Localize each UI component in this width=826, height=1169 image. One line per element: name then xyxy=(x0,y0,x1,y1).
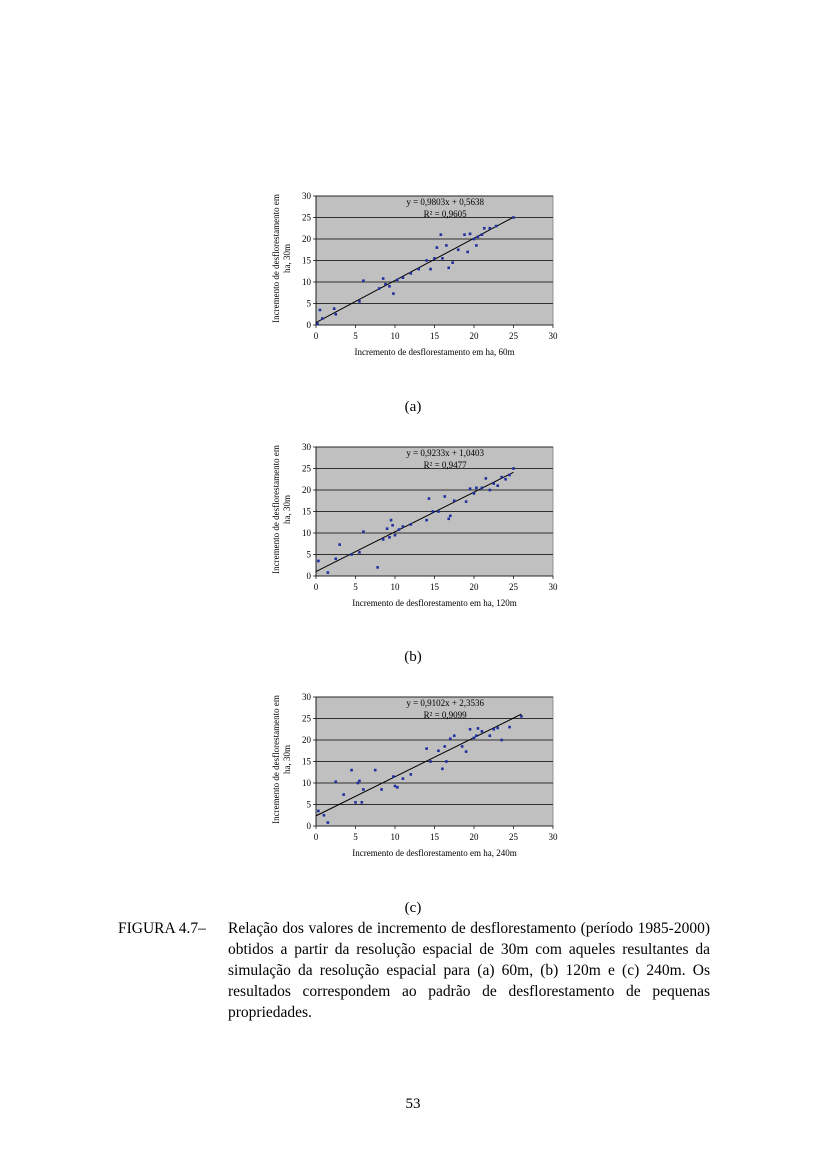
data-point xyxy=(394,534,397,537)
data-point xyxy=(453,499,456,502)
trendline-equation: y = 0,9233x + 1,0403 xyxy=(406,448,484,458)
x-tick-label: 0 xyxy=(313,832,319,842)
data-point xyxy=(362,279,365,282)
data-point xyxy=(334,780,337,783)
data-point xyxy=(492,482,495,485)
data-point xyxy=(465,750,468,753)
data-point xyxy=(485,477,488,480)
data-point xyxy=(508,474,511,477)
data-point xyxy=(410,272,413,275)
data-point xyxy=(354,801,357,804)
data-point xyxy=(489,227,492,230)
y-axis-title-line1: Incremento de desflorestamento em xyxy=(271,445,281,574)
data-point xyxy=(358,780,361,783)
chart-svg-a xyxy=(265,188,565,378)
data-point xyxy=(496,727,499,730)
data-point xyxy=(520,715,523,718)
y-tick-label: 10 xyxy=(302,277,311,287)
data-point xyxy=(449,515,452,518)
page-number: 53 xyxy=(405,1096,421,1112)
data-point xyxy=(500,476,503,479)
data-point xyxy=(358,551,361,554)
data-point xyxy=(475,244,478,247)
data-point xyxy=(447,267,450,270)
r-squared-label: R² = 0,9099 xyxy=(423,710,467,720)
data-point xyxy=(410,773,413,776)
data-point xyxy=(333,307,336,310)
data-point xyxy=(396,786,399,789)
data-point xyxy=(425,747,428,750)
data-point xyxy=(477,236,480,239)
data-point xyxy=(317,560,320,563)
y-tick-label: 0 xyxy=(306,320,311,330)
data-point xyxy=(388,285,391,288)
y-tick-label: 10 xyxy=(302,778,311,788)
data-point xyxy=(402,276,405,279)
data-point xyxy=(362,788,365,791)
data-point xyxy=(445,244,448,247)
data-point xyxy=(469,233,472,236)
data-point xyxy=(362,530,365,533)
x-tick-label: 10 xyxy=(390,582,400,592)
data-point xyxy=(500,739,503,742)
data-point xyxy=(443,495,446,498)
data-point xyxy=(398,528,401,531)
x-tick-label: 25 xyxy=(509,582,518,592)
x-tick-label: 5 xyxy=(353,582,358,592)
data-point xyxy=(390,519,393,522)
sublabel-b: (b) xyxy=(404,649,422,665)
data-point xyxy=(417,268,420,271)
data-point xyxy=(327,821,330,824)
data-point xyxy=(334,558,337,561)
data-point xyxy=(463,233,466,236)
data-point xyxy=(338,543,341,546)
scatter-chart-a xyxy=(265,188,565,378)
x-tick-label: 10 xyxy=(390,832,400,842)
y-tick-label: 15 xyxy=(302,506,311,517)
y-axis-title-line2: ha, 30m xyxy=(282,745,292,774)
data-point xyxy=(483,227,486,230)
data-point xyxy=(316,322,319,325)
y-tick-label: 5 xyxy=(306,799,311,810)
y-axis-title-line2: ha, 30m xyxy=(282,495,292,524)
x-tick-label: 5 xyxy=(353,331,358,341)
r-squared-label: R² = 0,9477 xyxy=(423,460,467,470)
data-point xyxy=(441,257,444,260)
data-point xyxy=(392,292,395,295)
y-tick-label: 20 xyxy=(302,234,311,244)
trendline-equation: y = 0,9803x + 0,5638 xyxy=(406,197,484,207)
data-point xyxy=(394,785,397,788)
data-point xyxy=(358,300,361,303)
data-point xyxy=(473,737,476,740)
chart-svg-c xyxy=(265,689,565,879)
sublabel-c: (c) xyxy=(404,900,422,916)
data-point xyxy=(447,518,450,521)
data-point xyxy=(469,728,472,731)
data-point xyxy=(437,749,440,752)
data-point xyxy=(388,536,391,539)
data-point xyxy=(496,484,499,487)
data-point xyxy=(380,788,383,791)
data-point xyxy=(319,309,322,312)
data-point xyxy=(429,760,432,763)
x-tick-label: 5 xyxy=(353,832,358,842)
data-point xyxy=(429,268,432,271)
y-tick-label: 20 xyxy=(302,485,311,495)
data-point xyxy=(382,277,385,280)
x-tick-label: 20 xyxy=(469,832,479,842)
x-tick-label: 30 xyxy=(548,832,558,842)
y-axis-title-line1: Incremento de desflorestamento em xyxy=(271,194,281,323)
caption-lead: FIGURA 4.7– xyxy=(118,920,206,937)
data-point xyxy=(321,317,324,320)
y-tick-label: 30 xyxy=(302,191,311,201)
x-tick-label: 0 xyxy=(313,331,319,341)
data-point xyxy=(457,248,460,251)
data-point xyxy=(469,487,472,490)
data-point xyxy=(512,467,515,470)
data-point xyxy=(453,734,456,737)
data-point xyxy=(504,478,507,481)
data-point xyxy=(440,233,443,236)
data-point xyxy=(481,730,484,733)
y-tick-label: 10 xyxy=(302,528,311,538)
x-tick-label: 20 xyxy=(469,582,479,592)
data-point xyxy=(374,769,377,772)
data-point xyxy=(334,313,337,316)
data-point xyxy=(384,283,387,286)
chart-svg-b xyxy=(265,439,565,629)
x-axis-title: Incremento de desflorestamento em ha, 60m xyxy=(354,347,515,357)
data-point xyxy=(512,216,515,219)
y-axis-title-line2: ha, 30m xyxy=(282,244,292,273)
data-point xyxy=(433,257,436,260)
data-point xyxy=(437,510,440,513)
data-point xyxy=(473,238,476,241)
data-point xyxy=(473,492,476,495)
data-point xyxy=(402,777,405,780)
data-point xyxy=(386,527,389,530)
data-point xyxy=(317,810,320,813)
data-point xyxy=(428,497,431,500)
y-axis-title xyxy=(271,695,292,824)
data-point xyxy=(350,769,353,772)
data-point xyxy=(391,524,394,527)
data-point xyxy=(451,261,454,264)
data-point xyxy=(441,768,444,771)
data-point xyxy=(465,500,468,503)
x-tick-label: 25 xyxy=(509,832,518,842)
y-tick-label: 0 xyxy=(306,571,311,581)
data-point xyxy=(508,726,511,729)
x-tick-label: 15 xyxy=(430,582,439,592)
data-point xyxy=(445,760,448,763)
data-point xyxy=(361,801,364,804)
x-axis-title: Incremento de desflorestamento em ha, 240m xyxy=(352,848,517,858)
data-point xyxy=(495,225,498,228)
y-tick-label: 0 xyxy=(306,821,311,831)
x-tick-label: 15 xyxy=(430,331,439,341)
scatter-chart-b xyxy=(265,439,565,629)
data-point xyxy=(342,793,345,796)
data-point xyxy=(382,538,385,541)
data-point xyxy=(461,745,464,748)
data-point xyxy=(396,279,399,282)
data-point xyxy=(410,523,413,526)
data-point xyxy=(443,745,446,748)
y-axis-title-line1: Incremento de desflorestamento em xyxy=(271,695,281,824)
trendline-equation: y = 0,9102x + 2,3536 xyxy=(406,698,484,708)
y-tick-label: 20 xyxy=(302,735,311,745)
figure-caption xyxy=(118,918,710,1023)
data-point xyxy=(402,525,405,528)
data-point xyxy=(449,737,452,740)
caption-text: Relação dos valores de incremento de desflorestamento (período 1985-2000) obtidos a partir da resolução espacial de 30m com aqueles resultantes da simulação da resolução espacial para (a) 60m, (b) 120m e (c) 240m. Os resultados correspondem ao padrão de desflorestamento de pequenas propriedades. xyxy=(228,920,710,1021)
y-axis-title xyxy=(271,445,292,574)
data-point xyxy=(392,775,395,778)
x-tick-label: 20 xyxy=(469,331,479,341)
x-tick-label: 30 xyxy=(548,582,558,592)
data-point xyxy=(327,571,330,574)
data-point xyxy=(489,489,492,492)
data-point xyxy=(477,727,480,730)
data-point xyxy=(425,519,428,522)
y-tick-label: 15 xyxy=(302,255,311,266)
scatter-chart-c xyxy=(265,689,565,879)
y-tick-label: 25 xyxy=(302,212,311,223)
y-tick-label: 30 xyxy=(302,692,311,702)
x-axis-title: Incremento de desflorestamento em ha, 120m xyxy=(352,598,517,608)
x-tick-label: 10 xyxy=(390,331,400,341)
x-tick-label: 15 xyxy=(430,832,439,842)
data-point xyxy=(323,814,326,817)
y-tick-label: 25 xyxy=(302,713,311,724)
data-point xyxy=(489,734,492,737)
data-point xyxy=(376,566,379,569)
data-point xyxy=(481,487,484,490)
data-point xyxy=(432,510,435,513)
data-point xyxy=(350,553,353,556)
data-point xyxy=(466,251,469,254)
y-tick-label: 15 xyxy=(302,756,311,767)
data-point xyxy=(481,233,484,236)
data-point xyxy=(492,728,495,731)
data-point xyxy=(475,487,478,490)
x-tick-label: 30 xyxy=(548,331,558,341)
y-tick-label: 5 xyxy=(306,549,311,560)
sublabel-a: (a) xyxy=(404,399,422,415)
r-squared-label: R² = 0,9605 xyxy=(423,209,467,219)
data-point xyxy=(378,287,381,290)
data-point xyxy=(425,259,428,262)
x-tick-label: 25 xyxy=(509,331,518,341)
x-tick-label: 0 xyxy=(313,582,319,592)
y-tick-label: 30 xyxy=(302,442,311,452)
data-point xyxy=(436,246,439,249)
data-point xyxy=(475,734,478,737)
y-tick-label: 5 xyxy=(306,298,311,309)
y-tick-label: 25 xyxy=(302,463,311,474)
y-axis-title xyxy=(271,194,292,323)
